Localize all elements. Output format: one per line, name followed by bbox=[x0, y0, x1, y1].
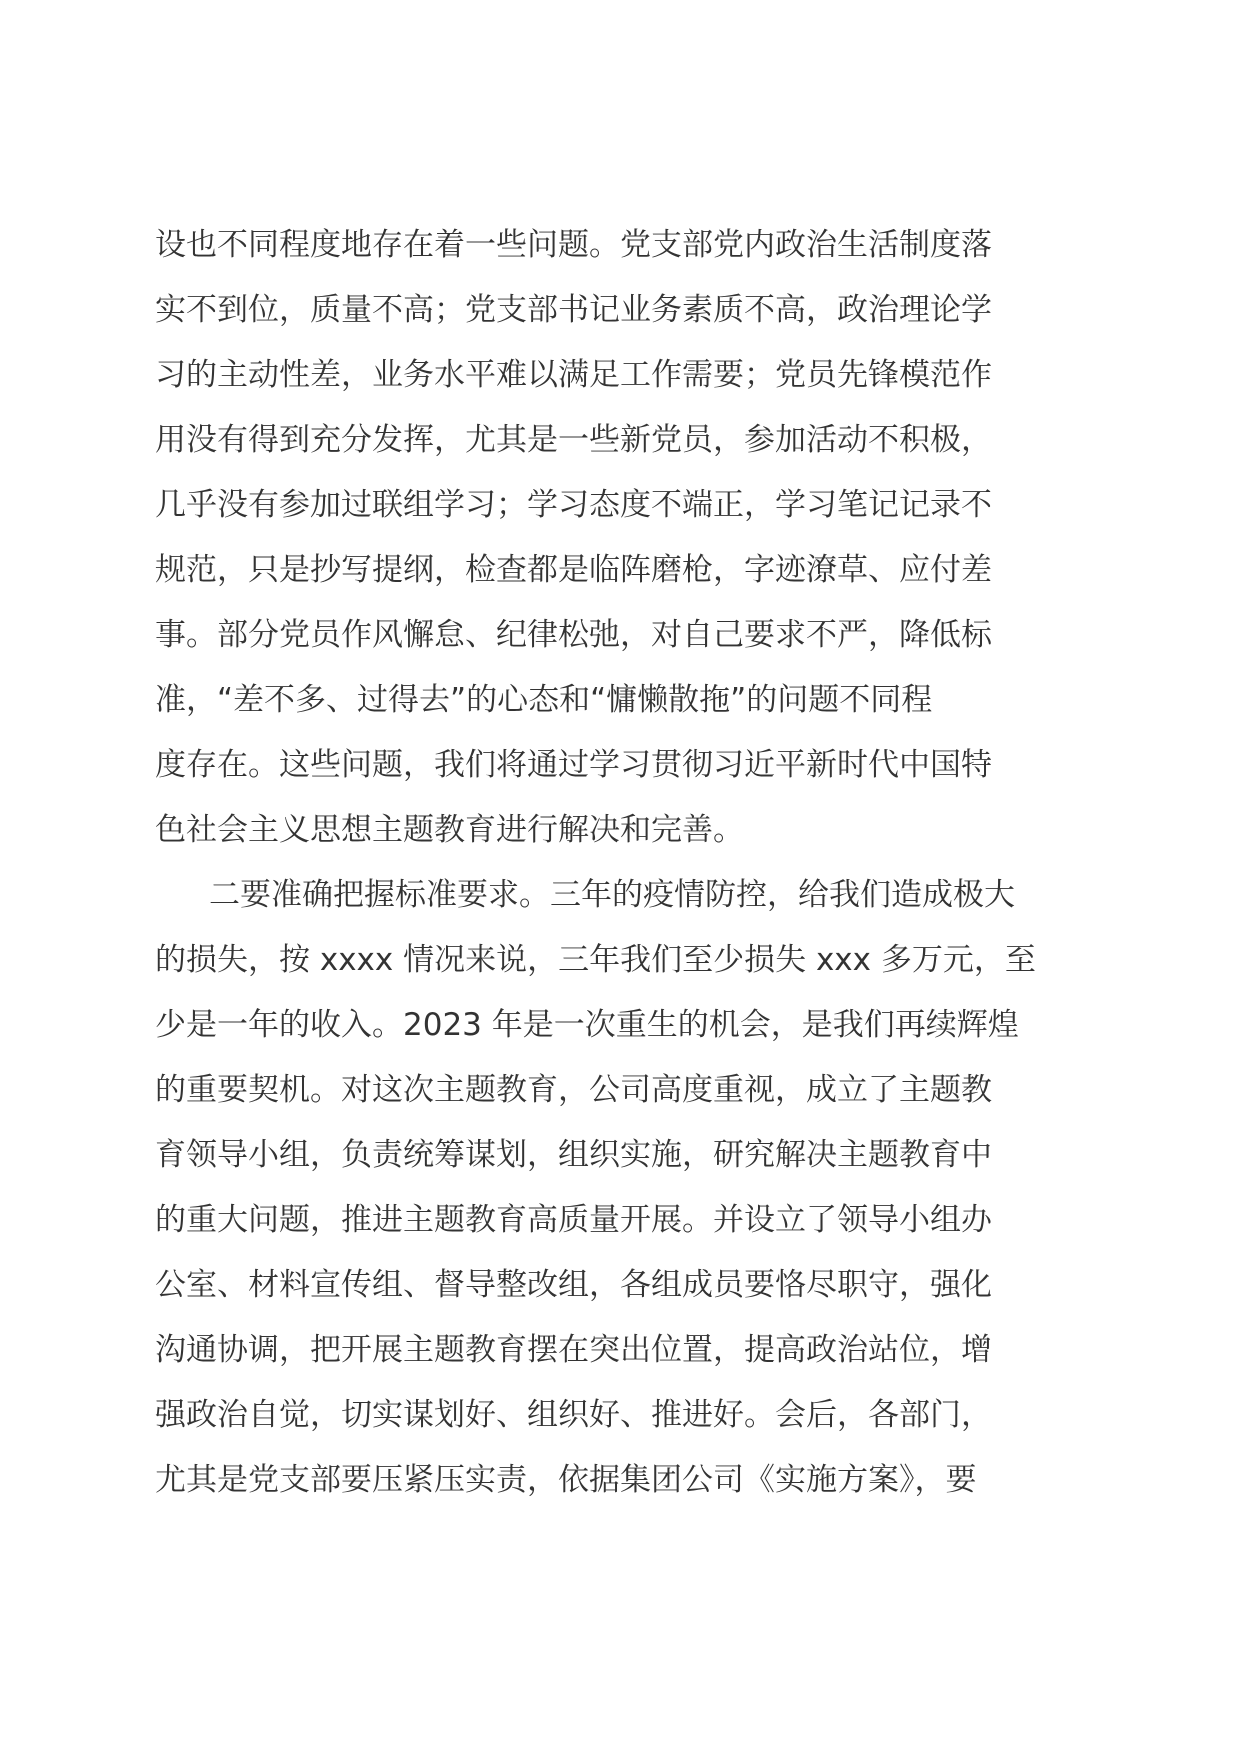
paragraph-1 bbox=[155, 222, 1105, 872]
paragraph-line: 设也不同程度地存在着一些问题。党支部党内政治生活制度落 bbox=[155, 227, 992, 263]
paragraph-line: 少是一年的收入。2023 年是一次重生的机会，是我们再续辉煌 bbox=[155, 1007, 1019, 1043]
paragraph-line: 尤其是党支部要压紧压实责，依据集团公司《实施方案》，要 bbox=[155, 1462, 977, 1498]
paragraph-line: 用没有得到充分发挥，尤其是一些新党员，参加活动不积极， bbox=[155, 422, 992, 458]
paragraph-line: 度存在。这些问题，我们将通过学习贯彻习近平新时代中国特 bbox=[155, 747, 992, 783]
paragraph-line: 公室、材料宣传组、督导整改组，各组成员要恪尽职守，强化 bbox=[155, 1267, 992, 1303]
paragraph-line: 实不到位，质量不高；党支部书记业务素质不高，政治理论学 bbox=[155, 292, 992, 328]
paragraph-line: 规范，只是抄写提纲，检查都是临阵磨枪，字迹潦草、应付差 bbox=[155, 552, 992, 588]
paragraph-line: 习的主动性差，业务水平难以满足工作需要；党员先锋模范作 bbox=[155, 357, 992, 393]
paragraph-line: 事。部分党员作风懈怠、纪律松弛，对自己要求不严，降低标 bbox=[155, 617, 992, 653]
paragraph-line: 几乎没有参加过联组学习；学习态度不端正，学习笔记记录不 bbox=[155, 487, 992, 523]
paragraph-line: 准，“差不多、过得去”的心态和“慵懒散拖”的问题不同程 bbox=[155, 682, 933, 718]
body-text bbox=[155, 222, 1105, 1522]
paragraph-line: 育领导小组，负责统筹谋划，组织实施，研究解决主题教育中 bbox=[155, 1137, 992, 1173]
paragraph-line: 沟通协调，把开展主题教育摆在突出位置，提高政治站位，增 bbox=[155, 1332, 992, 1368]
paragraph-line: 强政治自觉，切实谋划好、组织好、推进好。会后，各部门， bbox=[155, 1397, 992, 1433]
paragraph-2 bbox=[155, 872, 1105, 1522]
paragraph-line: 色社会主义思想主题教育进行解决和完善。 bbox=[155, 812, 744, 848]
paragraph-line: 的重大问题，推进主题教育高质量开展。并设立了领导小组办 bbox=[155, 1202, 992, 1238]
paragraph-line: 二要准确把握标准要求。三年的疫情防控，给我们造成极大 bbox=[209, 877, 1015, 913]
paragraph-line: 的损失，按 xxxx 情况来说，三年我们至少损失 xxx 多万元，至 bbox=[155, 942, 1036, 978]
paragraph-line: 的重要契机。对这次主题教育，公司高度重视，成立了主题教 bbox=[155, 1072, 992, 1108]
